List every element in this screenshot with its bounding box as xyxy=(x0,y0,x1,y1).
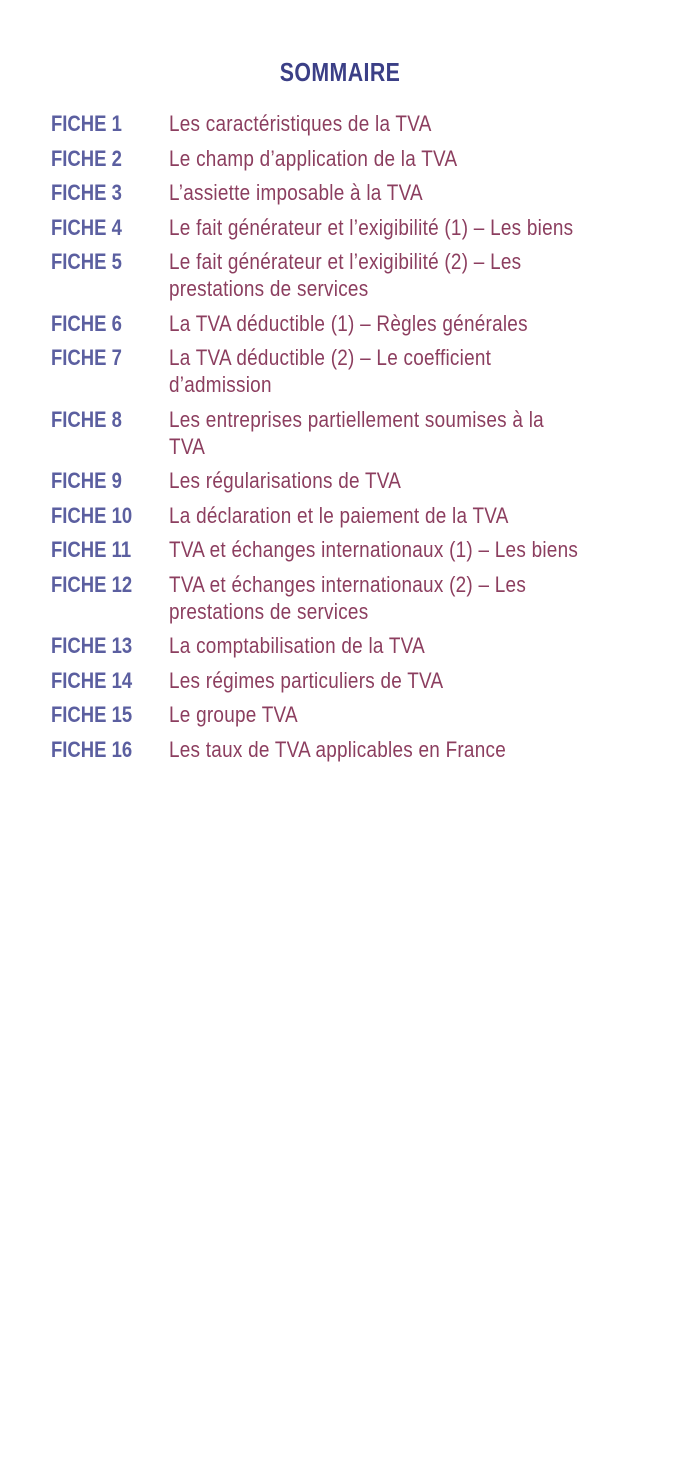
toc-entry-label: FICHE 4 xyxy=(51,214,122,240)
toc-entry-label: FICHE 8 xyxy=(51,406,122,432)
toc-entry-label: FICHE 12 xyxy=(51,571,133,597)
page-title: SOMMAIRE xyxy=(279,57,401,88)
toc-entry-title: Les entreprises partiellement soumises à la TVA xyxy=(169,406,544,459)
toc-entry-title: La TVA déductible (2) – Le coefficient d’admission xyxy=(169,345,492,397)
toc-entry-title: L’assiette imposable à la TVA xyxy=(169,180,423,205)
toc-entry-4[interactable] xyxy=(51,214,651,241)
toc-entry-title: TVA et échanges internationaux (1) – Les biens xyxy=(169,537,579,562)
toc-entry-14[interactable] xyxy=(51,667,651,694)
toc-entry-title: Le fait générateur et l’exigibilité (2) – Les prestations de services xyxy=(169,249,522,301)
toc-entry-11[interactable] xyxy=(51,536,651,563)
toc-entry-1[interactable] xyxy=(51,110,651,137)
toc-entry-label: FICHE 9 xyxy=(51,468,122,493)
toc-entry-2[interactable] xyxy=(51,145,651,172)
toc-entry-12[interactable] xyxy=(51,571,651,625)
toc-entry-label: FICHE 15 xyxy=(51,702,133,727)
toc-entry-6[interactable] xyxy=(51,310,651,337)
toc-entry-13[interactable] xyxy=(51,632,651,659)
toc-entry-title: Le fait générateur et l’exigibilité (1) – Les biens xyxy=(169,214,574,240)
toc-entry-label: FICHE 2 xyxy=(51,145,122,171)
toc-entry-15[interactable] xyxy=(51,701,651,728)
toc-entry-title: Les taux de TVA applicables en France xyxy=(169,736,506,762)
toc-entry-title: TVA et échanges internationaux (2) – Les prestations de services xyxy=(169,571,527,624)
toc-entry-label: FICHE 5 xyxy=(51,249,122,274)
toc-entry-label: FICHE 11 xyxy=(51,537,132,562)
toc-entry-title: Les régularisations de TVA xyxy=(169,468,402,493)
toc-entry-label: FICHE 1 xyxy=(51,111,122,136)
toc-entry-3[interactable] xyxy=(51,179,651,206)
toc-entry-title: La comptabilisation de la TVA xyxy=(169,633,426,658)
toc-entry-label: FICHE 14 xyxy=(51,667,133,693)
toc-entry-10[interactable] xyxy=(51,502,651,529)
toc-entry-label: FICHE 13 xyxy=(51,633,133,658)
toc-entry-label: FICHE 16 xyxy=(51,736,133,762)
toc-entry-label: FICHE 10 xyxy=(51,502,133,528)
toc-entry-7[interactable] xyxy=(51,344,651,398)
table-of-contents xyxy=(51,110,651,770)
toc-entry-title: Les caractéristiques de la TVA xyxy=(169,111,432,136)
toc-entry-label: FICHE 6 xyxy=(51,310,122,336)
toc-entry-16[interactable] xyxy=(51,736,651,763)
toc-entry-title: Les régimes particuliers de TVA xyxy=(169,667,444,693)
toc-entry-8[interactable] xyxy=(51,406,651,460)
toc-entry-title: Le groupe TVA xyxy=(169,702,298,727)
toc-entry-title: Le champ d’application de la TVA xyxy=(169,145,458,171)
toc-entry-label: FICHE 7 xyxy=(51,345,122,370)
toc-entry-5[interactable] xyxy=(51,248,651,302)
toc-entry-title: La déclaration et le paiement de la TVA xyxy=(169,502,509,528)
toc-entry-9[interactable] xyxy=(51,467,651,494)
toc-entry-label: FICHE 3 xyxy=(51,180,122,205)
toc-entry-title: La TVA déductible (1) – Règles générales xyxy=(169,310,528,336)
